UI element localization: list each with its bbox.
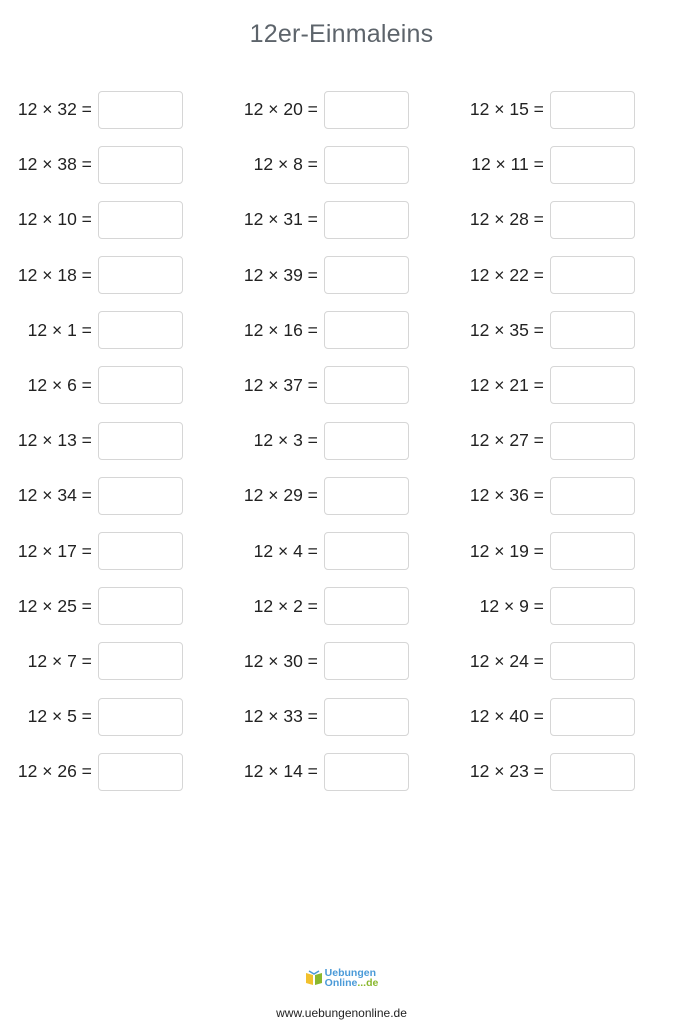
exercise-row [0, 641, 683, 696]
exercise-item [0, 310, 183, 351]
answer-box[interactable] [324, 477, 409, 515]
exercise-item [435, 89, 635, 130]
exercise-item [0, 144, 183, 185]
exercise-row [0, 696, 683, 751]
exercise-row [0, 475, 683, 530]
exercise-expression: 12 × 26 = [17, 761, 92, 782]
answer-box[interactable] [550, 698, 635, 736]
footer-logo [0, 968, 683, 988]
exercise-row [0, 89, 683, 144]
logo-top-text: Uebungen [324, 967, 376, 979]
exercise-item [0, 89, 183, 130]
answer-box[interactable] [98, 698, 183, 736]
answer-box[interactable] [324, 532, 409, 570]
answer-box[interactable] [324, 91, 409, 129]
exercise-row [0, 420, 683, 475]
answer-box[interactable] [550, 201, 635, 239]
exercise-row [0, 255, 683, 310]
exercise-expression: 12 × 2 = [253, 595, 318, 616]
exercise-item [209, 751, 409, 792]
exercise-expression: 12 × 6 = [27, 374, 92, 395]
exercise-item [209, 475, 409, 516]
exercise-expression: 12 × 7 = [27, 650, 92, 671]
exercise-expression: 12 × 30 = [243, 650, 318, 671]
exercise-expression: 12 × 22 = [469, 264, 544, 285]
exercise-item [209, 89, 409, 130]
exercise-expression: 12 × 38 = [17, 154, 92, 175]
exercise-item [435, 641, 635, 682]
exercise-expression: 12 × 23 = [469, 761, 544, 782]
exercise-item [435, 751, 635, 792]
exercise-expression: 12 × 4 = [253, 540, 318, 561]
answer-box[interactable] [324, 642, 409, 680]
exercise-expression: 12 × 15 = [469, 99, 544, 119]
exercise-row [0, 751, 683, 806]
exercise-item [435, 475, 635, 516]
exercise-expression: 12 × 34 = [17, 485, 92, 506]
exercise-item [435, 310, 635, 351]
exercise-item [0, 531, 183, 572]
exercise-item [209, 255, 409, 296]
exercise-row [0, 365, 683, 420]
book-icon [305, 970, 323, 986]
exercise-expression: 12 × 28 = [469, 209, 544, 230]
exercise-expression: 12 × 24 = [469, 650, 544, 671]
exercise-item [209, 310, 409, 351]
exercise-expression: 12 × 16 = [243, 319, 318, 340]
exercise-item [435, 531, 635, 572]
answer-box[interactable] [550, 146, 635, 184]
exercise-expression: 12 × 3 = [253, 430, 318, 451]
logo-wordmark [325, 968, 379, 988]
answer-box[interactable] [324, 311, 409, 349]
answer-box[interactable] [98, 256, 183, 294]
exercise-expression: 12 × 32 = [17, 99, 92, 119]
exercise-item [0, 475, 183, 516]
exercise-expression: 12 × 37 = [243, 374, 318, 395]
exercise-item [209, 586, 409, 627]
answer-box[interactable] [98, 642, 183, 680]
exercise-item [435, 199, 635, 240]
exercise-expression: 12 × 8 = [253, 154, 318, 175]
exercise-row [0, 144, 683, 199]
answer-box[interactable] [324, 146, 409, 184]
answer-box[interactable] [324, 753, 409, 791]
exercise-item [209, 696, 409, 737]
exercise-item [209, 420, 409, 461]
exercise-expression: 12 × 9 = [479, 595, 544, 616]
answer-box[interactable] [98, 201, 183, 239]
exercise-expression: 12 × 5 = [27, 706, 92, 727]
answer-box[interactable] [324, 422, 409, 460]
answer-box[interactable] [550, 477, 635, 515]
exercise-item [435, 365, 635, 406]
exercise-expression: 12 × 1 = [27, 319, 92, 340]
answer-box[interactable] [324, 587, 409, 625]
exercise-item [0, 586, 183, 627]
exercise-expression: 12 × 10 = [17, 209, 92, 230]
page-title: 12er-Einmaleins [249, 20, 434, 48]
logo-suffix-text: ...de [357, 977, 379, 989]
exercise-item [209, 144, 409, 185]
exercise-expression: 12 × 14 = [243, 761, 318, 782]
answer-box[interactable] [324, 366, 409, 404]
exercise-item [0, 751, 183, 792]
exercise-item [435, 255, 635, 296]
answer-box[interactable] [550, 587, 635, 625]
answer-box[interactable] [324, 698, 409, 736]
exercise-item [209, 199, 409, 240]
exercise-item [209, 365, 409, 406]
exercise-item [209, 531, 409, 572]
answer-box[interactable] [550, 366, 635, 404]
exercise-item [0, 696, 183, 737]
exercise-item [435, 586, 635, 627]
answer-box[interactable] [98, 91, 183, 129]
answer-box[interactable] [550, 311, 635, 349]
exercise-item [435, 144, 635, 185]
logo-bottom-line [325, 978, 379, 988]
answer-box[interactable] [324, 256, 409, 294]
answer-box[interactable] [550, 532, 635, 570]
exercise-item [0, 420, 183, 461]
answer-box[interactable] [550, 753, 635, 791]
answer-box[interactable] [98, 366, 183, 404]
answer-box[interactable] [98, 587, 183, 625]
answer-box[interactable] [98, 532, 183, 570]
answer-box[interactable] [98, 753, 183, 791]
footer-url[interactable]: www.uebungenonline.de [276, 1006, 407, 1020]
exercise-expression: 12 × 25 = [17, 595, 92, 616]
exercise-row [0, 199, 683, 254]
exercise-expression: 12 × 29 = [243, 485, 318, 506]
exercise-expression: 12 × 35 = [469, 319, 544, 340]
exercise-item [209, 641, 409, 682]
exercise-row [0, 531, 683, 586]
exercise-grid [0, 89, 683, 806]
answer-box[interactable] [550, 256, 635, 294]
answer-box[interactable] [98, 477, 183, 515]
exercise-row [0, 310, 683, 365]
answer-box[interactable] [550, 642, 635, 680]
exercise-expression: 12 × 13 = [17, 430, 92, 451]
site-logo [305, 968, 379, 988]
exercise-row [0, 586, 683, 641]
exercise-expression: 12 × 31 = [243, 209, 318, 230]
exercise-item [0, 199, 183, 240]
exercise-expression: 12 × 40 = [469, 706, 544, 727]
exercise-item [0, 641, 183, 682]
exercise-expression: 12 × 27 = [469, 430, 544, 451]
exercise-expression: 12 × 17 = [17, 540, 92, 561]
exercise-expression: 12 × 36 = [469, 485, 544, 506]
exercise-expression: 12 × 18 = [17, 264, 92, 285]
answer-box[interactable] [324, 201, 409, 239]
answer-box[interactable] [98, 146, 183, 184]
answer-box[interactable] [98, 422, 183, 460]
exercise-item [435, 696, 635, 737]
answer-box[interactable] [98, 311, 183, 349]
exercise-expression: 12 × 39 = [243, 264, 318, 285]
exercise-item [435, 420, 635, 461]
exercise-expression: 12 × 33 = [243, 706, 318, 727]
exercise-expression: 12 × 21 = [469, 374, 544, 395]
answer-box[interactable] [550, 422, 635, 460]
exercise-item [0, 365, 183, 406]
answer-box[interactable] [550, 91, 635, 129]
exercise-item [0, 255, 183, 296]
exercise-expression: 12 × 11 = [471, 154, 544, 175]
logo-bottom-text: Online [324, 977, 358, 989]
exercise-expression: 12 × 19 = [469, 540, 544, 561]
exercise-expression: 12 × 20 = [243, 99, 318, 119]
